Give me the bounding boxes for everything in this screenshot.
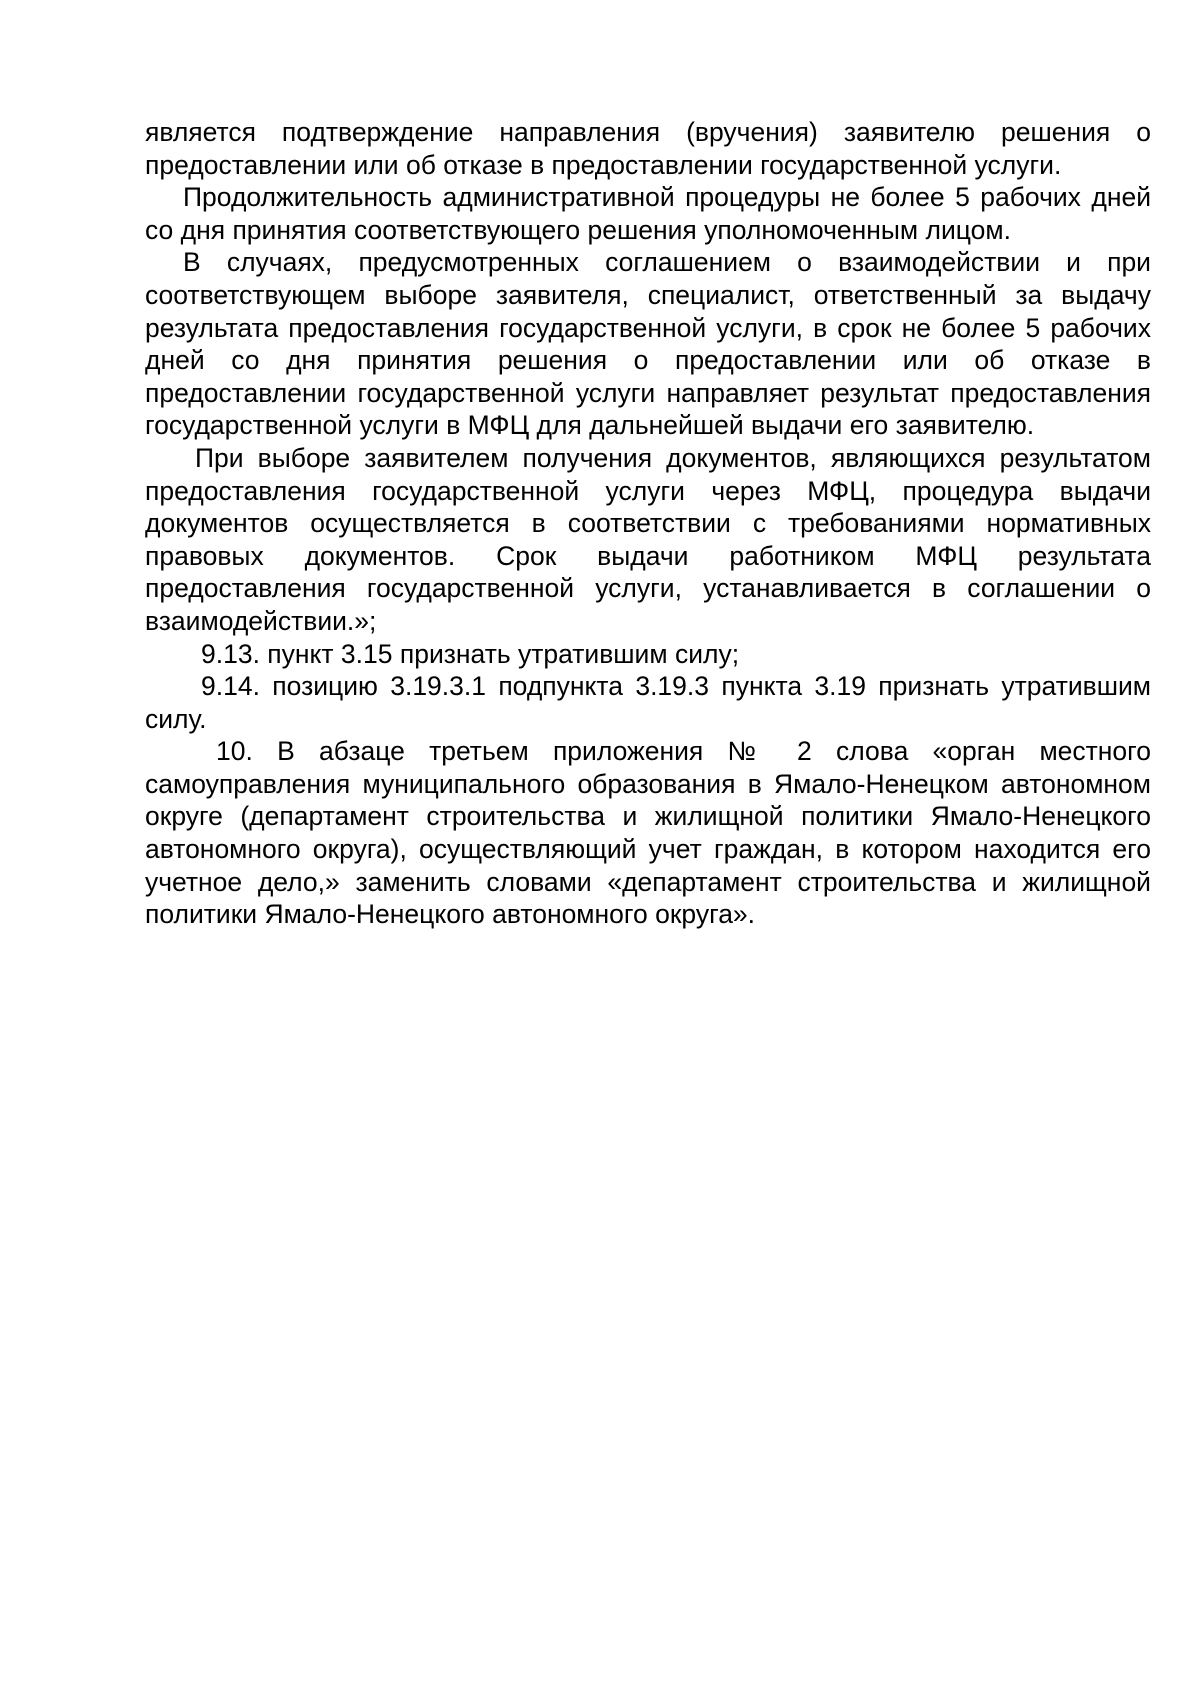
paragraph-mfc-issuance: При выборе заявителем получения документов, являющихся результатом предоставления государственной услуги через МФЦ, процедура выдачи документов осуществляется в соответствии с требованиями нормативных правовых документов. Срок выдачи работником МФЦ результата предоставления государственной услуги, устанавливается в соглашении о взаимодействии.»; bbox=[145, 442, 1151, 636]
paragraph-item-9-13: 9.13. пункт 3.15 признать утратившим силу; bbox=[201, 638, 740, 669]
paragraph-procedure-duration: Продолжительность административной процедуры не более 5 рабочих дней со дня принятия соответствующего решения уполномоченным лицом. bbox=[145, 182, 1151, 245]
document-body bbox=[145, 116, 1151, 931]
paragraph-item-10: 10. В абзаце третьем приложения № 2 слова «орган местного самоуправления муниципального образования в Ямало-Ненецком автономном округе (департамент строительства и жилищной политики Ямало-Ненецкого автономного округа), осуществляющий учет граждан, в котором находится его учетное дело,» заменить словами «департамент строительства и жилищной политики Ямало-Ненецкого автономного округа». bbox=[145, 736, 1151, 930]
paragraph-item-9-14: 9.14. позицию 3.19.3.1 подпункта 3.19.3 пункта 3.19 признать утратившим силу. bbox=[145, 671, 1151, 734]
paragraph-result-confirmation: является подтверждение направления (вручения) заявителю решения о предоставлении или об отказе в предоставлении государственной услуги. bbox=[145, 117, 1151, 180]
paragraph-mfc-transfer: В случаях, предусмотренных соглашением о взаимодействии и при соответствующем выборе заявителя, специалист, ответственный за выдачу результата предоставления государственной услуги, в срок не более 5 рабочих дней со дня принятия решения о предоставлении или об отказе в предоставлении государственной услуги направляет результат предоставления государственной услуги в МФЦ для дальнейшей выдачи его заявителю. bbox=[145, 247, 1151, 441]
